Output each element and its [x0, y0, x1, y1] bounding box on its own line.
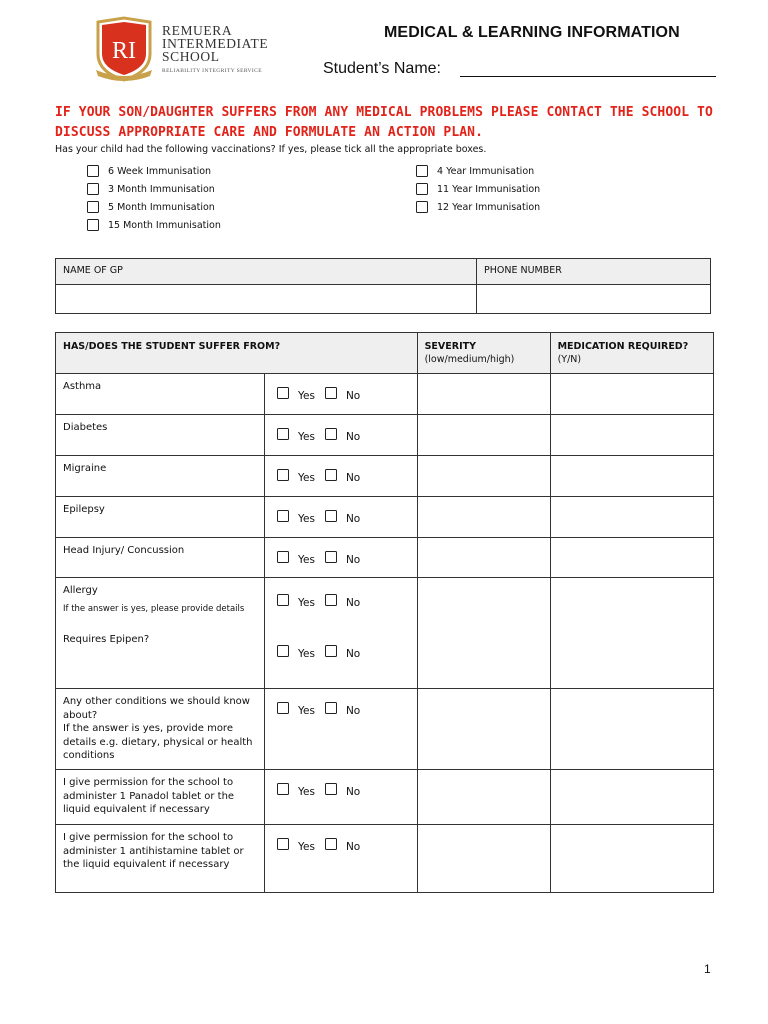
medication-field[interactable]: [550, 497, 713, 538]
severity-field[interactable]: [417, 825, 550, 893]
yes-no-choice: Yes No: [265, 825, 418, 893]
yes-no-choice: Yes No: [265, 415, 418, 456]
condition-label: Head Injury/ Concussion: [56, 538, 265, 578]
severity-field[interactable]: [417, 770, 550, 825]
severity-field[interactable]: [417, 497, 550, 538]
vaccination-item: [87, 183, 215, 195]
yes-no-choice: Yes No Yes No: [265, 578, 418, 689]
page-number: 1: [704, 962, 711, 976]
medication-header: MEDICATION REQUIRED? (Y/N): [550, 333, 713, 374]
yes-checkbox[interactable]: [277, 645, 289, 657]
vaccination-label: 12 Year Immunisation: [437, 201, 541, 213]
vaccination-checkbox[interactable]: [416, 183, 428, 195]
vaccination-label: 15 Month Immunisation: [108, 219, 221, 231]
medication-field[interactable]: [550, 689, 713, 770]
no-checkbox[interactable]: [325, 428, 337, 440]
vaccination-checkbox[interactable]: [87, 219, 99, 231]
medical-conditions-table: [55, 332, 714, 893]
severity-field[interactable]: [417, 374, 550, 415]
severity-field[interactable]: [417, 456, 550, 497]
school-tagline: RELIABILITY INTEGRITY SERVICE: [162, 68, 262, 74]
table-row: [56, 689, 714, 770]
allergy-label: Allergy: [63, 585, 98, 596]
condition-label: I give permission for the school to administer 1 Panadol tablet or the liquid equivalent if necessary: [56, 770, 265, 825]
vaccination-label: 6 Week Immunisation: [108, 165, 212, 177]
vaccination-label: 3 Month Immunisation: [108, 183, 215, 195]
yes-checkbox[interactable]: [277, 783, 289, 795]
yes-no-choice: Yes No: [265, 538, 418, 578]
allergy-note: If the answer is yes, please provide details: [63, 603, 245, 614]
medication-field[interactable]: [550, 456, 713, 497]
severity-field[interactable]: [417, 538, 550, 578]
vaccination-question: Has your child had the following vaccinations? If yes, please tick all the appropriate boxes.: [55, 144, 487, 155]
yes-checkbox[interactable]: [277, 594, 289, 606]
yes-checkbox[interactable]: [277, 702, 289, 714]
no-checkbox[interactable]: [325, 645, 337, 657]
school-logo: [92, 16, 292, 84]
condition-label: Diabetes: [56, 415, 265, 456]
condition-label: [56, 578, 265, 689]
medication-field[interactable]: [550, 578, 713, 689]
school-crest-icon: [92, 16, 156, 84]
table-row: [56, 825, 714, 893]
gp-name-header: NAME OF GP: [56, 259, 477, 285]
no-checkbox[interactable]: [325, 510, 337, 522]
table-row: [56, 578, 714, 689]
yes-no-choice: Yes No: [265, 456, 418, 497]
no-checkbox[interactable]: [325, 387, 337, 399]
table-row: [56, 770, 714, 825]
vaccination-item: [87, 219, 221, 231]
yes-no-choice: Yes No: [265, 770, 418, 825]
condition-header: HAS/DOES THE STUDENT SUFFER FROM?: [56, 333, 418, 374]
vaccination-item: [416, 165, 534, 177]
yes-checkbox[interactable]: [277, 387, 289, 399]
yes-no-choice: Yes No: [265, 374, 418, 415]
medication-field[interactable]: [550, 825, 713, 893]
vaccination-checkbox[interactable]: [416, 165, 428, 177]
yes-checkbox[interactable]: [277, 838, 289, 850]
vaccination-label: 11 Year Immunisation: [437, 183, 541, 195]
vaccination-item: [87, 201, 215, 213]
other-label: Any other conditions we should know about?: [63, 696, 250, 721]
gp-phone-field[interactable]: [477, 285, 711, 314]
condition-label: I give permission for the school to administer 1 antihistamine tablet or the liquid equivalent if necessary: [56, 825, 265, 893]
medication-field[interactable]: [550, 770, 713, 825]
medical-notice: IF YOUR SON/DAUGHTER SUFFERS FROM ANY MEDICAL PROBLEMS PLEASE CONTACT THE SCHOOL TO DISCUSS APPROPRIATE CARE AND FORMULATE AN ACTION PLAN.: [55, 105, 713, 140]
gp-table: [55, 258, 711, 314]
vaccination-checkbox[interactable]: [87, 183, 99, 195]
no-checkbox[interactable]: [325, 594, 337, 606]
severity-field[interactable]: [417, 689, 550, 770]
severity-header: SEVERITY (low/medium/high): [417, 333, 550, 374]
student-name-field[interactable]: [460, 76, 716, 77]
vaccination-item: [416, 201, 540, 213]
vaccination-checkbox[interactable]: [87, 201, 99, 213]
vaccination-label: 4 Year Immunisation: [437, 165, 535, 177]
condition-label: Asthma: [56, 374, 265, 415]
medication-field[interactable]: [550, 538, 713, 578]
page-title: MEDICAL & LEARNING INFORMATION: [384, 24, 680, 41]
vaccination-checkbox[interactable]: [87, 165, 99, 177]
yes-checkbox[interactable]: [277, 469, 289, 481]
no-checkbox[interactable]: [325, 551, 337, 563]
severity-field[interactable]: [417, 415, 550, 456]
condition-label: [56, 689, 265, 770]
yes-no-choice: Yes No: [265, 689, 418, 770]
yes-no-choice: Yes No: [265, 497, 418, 538]
vaccination-label: 5 Month Immunisation: [108, 201, 215, 213]
table-row: [56, 415, 714, 456]
student-name-label: Student’s Name:: [323, 60, 441, 77]
no-checkbox[interactable]: [325, 469, 337, 481]
gp-phone-header: PHONE NUMBER: [477, 259, 711, 285]
yes-checkbox[interactable]: [277, 551, 289, 563]
school-name: REMUERA INTERMEDIATE SCHOOL: [162, 23, 269, 64]
vaccination-item: [416, 183, 540, 195]
severity-field[interactable]: [417, 578, 550, 689]
yes-checkbox[interactable]: [277, 510, 289, 522]
table-row: [56, 497, 714, 538]
condition-label: Epilepsy: [56, 497, 265, 538]
yes-checkbox[interactable]: [277, 428, 289, 440]
no-checkbox[interactable]: [325, 783, 337, 795]
vaccination-checkbox[interactable]: [416, 201, 428, 213]
medication-field[interactable]: [550, 374, 713, 415]
vaccination-item: [87, 165, 211, 177]
epipen-label: Requires Epipen?: [63, 633, 150, 645]
gp-name-field[interactable]: [56, 285, 477, 314]
no-checkbox[interactable]: [325, 838, 337, 850]
medication-field[interactable]: [550, 415, 713, 456]
table-row: [56, 538, 714, 578]
condition-label: Migraine: [56, 456, 265, 497]
table-row: [56, 456, 714, 497]
no-checkbox[interactable]: [325, 702, 337, 714]
table-row: [56, 374, 714, 415]
svg-text:RI: RI: [112, 38, 136, 64]
other-note: If the answer is yes, provide more details e.g. dietary, physical or health conditions: [63, 723, 253, 761]
